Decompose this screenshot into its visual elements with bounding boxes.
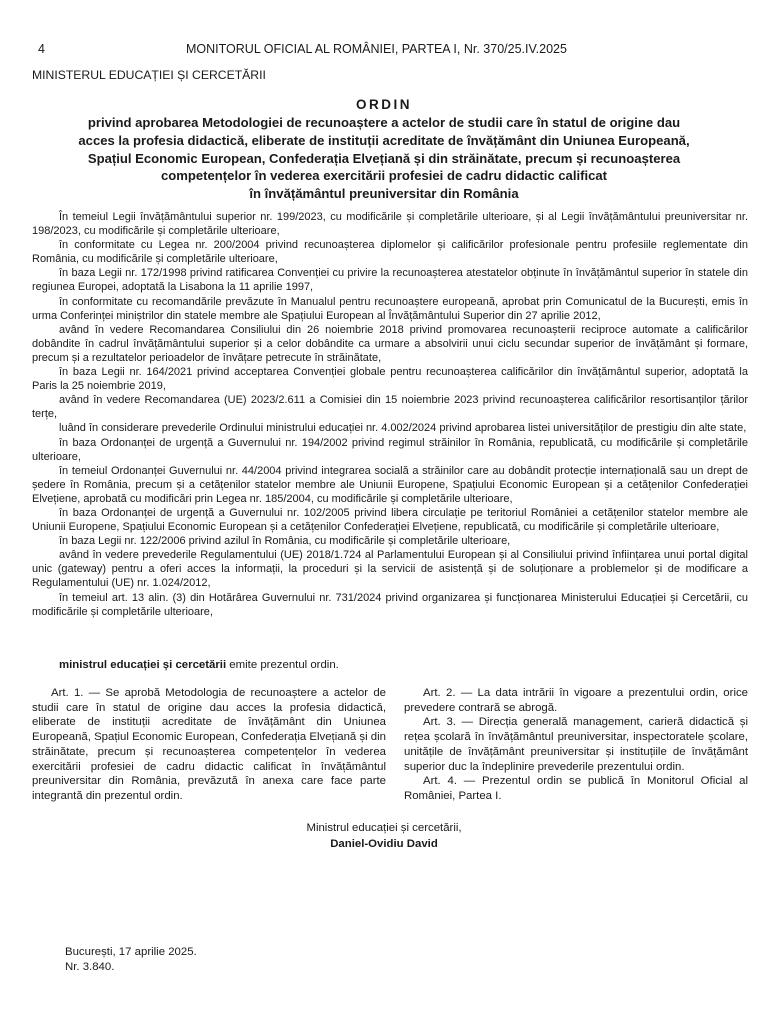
order-number: Nr. 3.840. — [65, 961, 115, 973]
issuer-bold: ministrul educației și cercetării — [59, 659, 227, 671]
page-number: 4 — [38, 42, 45, 56]
articles-right-column — [404, 686, 748, 804]
issuing-statement — [59, 659, 339, 671]
preamble-paragraph: în baza Ordonanței de urgență a Guvernului nr. 194/2002 privind regimul străinilor în România, republicată, cu modificările și completările ulterioare, — [32, 436, 748, 463]
issuer-rest: emite prezentul ordin. — [226, 659, 339, 671]
preamble-paragraph: în conformitate cu recomandările prevăzute în Manualul pentru recunoaștere europeană, aprobat prin Comunicatul de la București, emis în urma Conferinței miniștrilor din statele membre ale Spațiului European al Învățământului Superior din 27 aprilie 2012, — [32, 295, 748, 322]
preamble-paragraph: în temeiul Ordonanței Guvernului nr. 44/2004 privind integrarea socială a străinilor care au dobândit protecție internațională sau un drept de ședere în România, precum și a cetățenilor statelor membre ale Uniunii Europene, Spațiului Economic European și a cetățenilor Confederației Elvețiene, aprobată cu modificări prin Legea nr. 185/2004, cu modificările și completările ulterioare, — [32, 464, 748, 505]
signatory-title: Ministrul educației și cercetării, — [306, 822, 462, 834]
subject-line: în învățământul preuniversitar din România — [249, 186, 519, 202]
preamble-paragraph: în temeiul art. 13 alin. (3) din Hotărârea Guvernului nr. 731/2024 privind organizarea și funcționarea Ministerului Educației și Cercetării, cu modificările și completările ulterioare, — [32, 591, 748, 618]
ministry-name: MINISTERUL EDUCAȚIEI ȘI CERCETĂRII — [32, 68, 266, 82]
signatory-name: Daniel-Ovidiu David — [330, 838, 438, 850]
document-title: ORDIN — [356, 97, 412, 112]
article-4: Art. 4. — Prezentul ordin se publică în Monitorul Oficial al României, Partea I. — [404, 775, 748, 802]
preamble-paragraph: în baza Legii nr. 122/2006 privind azilul în România, cu modificările și completările ulterioare, — [59, 535, 511, 548]
subject-line: acces la profesia didactică, eliberate de instituții acreditate de învățământ din Uniunea Europeană, — [78, 132, 690, 148]
article-1: Art. 1. — Se aprobă Metodologia de recunoaștere a actelor de studii care în statul de origine dau acces la profesia didactică, eliberate de instituții acreditate de învățământ din Uniunea Europeană, Spațiul Economic European, Confederația Elvețiană și din străinătate, precum și recunoașterea competențelor în vederea exercitării profesiei de cadru didactic calificat în învățământul preuniversitar din România, prevăzută în anexa care face parte integrantă din prezentul ordin. — [32, 687, 386, 802]
preamble-paragraph: în baza Ordonanței de urgență a Guvernului nr. 102/2005 privind libera circulație pe teritoriul României a cetățenilor statelor membre ale Uniunii Europene, Spațiului Economic European și a cetățenilor Confederației Elvețiene, republicată, cu modificările și completările ulterioare, — [32, 506, 748, 534]
articles-left-column — [32, 686, 386, 804]
place-and-date: București, 17 aprilie 2025. — [65, 946, 197, 958]
article-3: Art. 3. — Direcția generală management, carieră didactică și rețea școlară în învățământul preuniversitar, inspectoratele școlare, unitățile de învățământ preuniversitar și instituțiile de învățământ superior duc la îndeplinire prevederile prezentului ordin. — [404, 716, 748, 773]
article-2: Art. 2. — La data intrării în vigoare a prezentului ordin, orice prevedere contrară se abrogă. — [404, 687, 748, 714]
preamble-paragraph: luând în considerare prevederile Ordinului ministrului educației nr. 4.002/2024 privind aprobarea listei universităților de prestigiu din alte state, — [59, 422, 747, 435]
subject-line: competențelor în vederea exercitării profesiei de cadru didactic calificat — [160, 168, 608, 184]
document-subject — [22, 114, 746, 203]
preamble-paragraph: în conformitate cu Legea nr. 200/2004 privind recunoașterea diplomelor și calificărilor profesionale pentru profesiile reglementate din România, cu modificările și completările ulterioare, — [32, 239, 748, 266]
publication-header: MONITORUL OFICIAL AL ROMÂNIEI, PARTEA I, Nr. 370/25.IV.2025 — [186, 42, 567, 56]
preamble-paragraph: în baza Legii nr. 164/2021 privind acceptarea Convenției globale pentru recunoașterea calificărilor din învățământul superior, adoptată la Paris la 25 noiembrie 2019, — [32, 366, 748, 393]
preamble-paragraph: în baza Legii nr. 172/1998 privind ratificarea Convenției cu privire la recunoașterea atestatelor obținute în învățământul superior în statele din regiunea Europei, adoptată la Lisabona la 11 aprilie 1997, — [32, 267, 748, 294]
subject-line: Spațiul Economic European, Confederația Elvețiană și din străinătate, precum și recunoașterea — [87, 150, 681, 166]
preamble-paragraph: având în vedere Recomandarea Consiliului din 26 noiembrie 2018 privind promovarea recunoașterii reciproce automate a calificărilor dobândite în cadrul învățământului superior și a celor dobândite ca urmare a absolvirii unui ciclu secundar superior de învățământ și formare, precum și a rezultatelor perioadelor de învățare petrecute în străinătate, — [32, 323, 748, 364]
preamble-paragraph: În temeiul Legii învățământului superior nr. 199/2023, cu modificările și completările ulterioare, și al Legii învățământului preuniversitar nr. 198/2023, cu modificările și completările ulterioare, — [32, 211, 748, 238]
preamble — [32, 210, 748, 619]
preamble-paragraph: având în vedere Recomandarea (UE) 2023/2.611 a Comisiei din 15 noiembrie 2023 privind recunoașterea calificărilor resortisanților țărilor terțe, — [32, 394, 748, 421]
subject-line: privind aprobarea Metodologiei de recunoaștere a actelor de studii care în statul de origine dau — [87, 115, 681, 130]
preamble-paragraph: având în vedere prevederile Regulamentului (UE) 2018/1.724 al Parlamentului European și al Consiliului privind înființarea unui portal digital unic (gateway) pentru a oferi acces la informații, la proceduri și la servicii de asistență și de soluționare a problemelor și de modificare a Regulamentului (UE) nr. 1.024/2012, — [32, 549, 748, 590]
